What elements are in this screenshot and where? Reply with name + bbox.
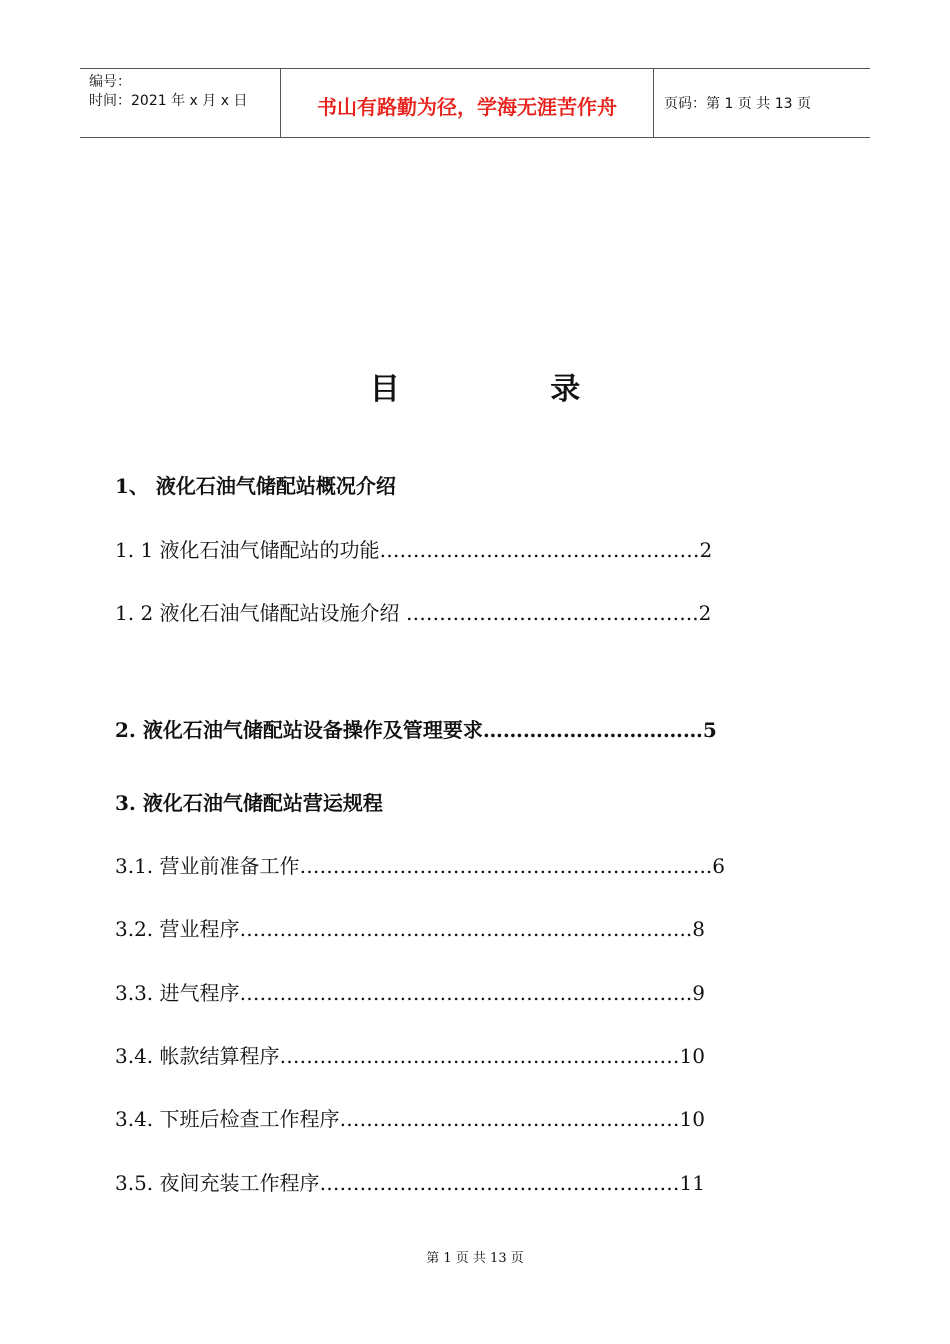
header-motto: 书山有路勤为径，学海无涯苦作舟 — [281, 69, 654, 137]
header-left-cell — [80, 69, 281, 137]
toc-entry-1-1: 1. 1 液化石油气储配站的功能…………………………………………2 — [115, 538, 713, 562]
toc-entry-3-5: 3.5. 夜间充装工作程序………………………………………………11 — [115, 1171, 705, 1195]
toc-entry-3-4: 3.4. 帐款结算程序……………………………………………………10 — [115, 1044, 705, 1068]
toc-entry-1-2: 1. 2 液化石油气储配站设施介绍 ……………………………………..2 — [115, 601, 712, 625]
page-footer: 第 1 页 共 13 页 — [426, 1251, 524, 1266]
toc-entry-3-4b: 3.4. 下班后检查工作程序……………………………………………10 — [115, 1107, 705, 1131]
toc-entry-3-1: 3.1. 营业前准备工作……………………………………………………..6 — [115, 854, 725, 878]
toc-entry-3-3: 3.3. 进气程序…………………………………………………………..9 — [115, 981, 705, 1005]
header-page-info: 页码：第 1 页 共 13 页 — [664, 96, 811, 112]
page-header — [80, 68, 870, 138]
date-label: 时间：2021 年 x 月 x 日 — [89, 93, 248, 109]
page-title: 目 录 — [369, 372, 651, 407]
toc-entry-1: 1、 液化石油气储配站概况介绍 — [115, 474, 396, 498]
serial-label: 编号： — [89, 74, 131, 90]
toc-entry-3-2: 3.2. 营业程序…………………………………………………………..8 — [115, 917, 705, 941]
toc-entry-2: 2. 液化石油气储配站设备操作及管理要求……………………………5 — [115, 718, 717, 742]
toc-entry-3: 3. 液化石油气储配站营运规程 — [115, 791, 383, 815]
